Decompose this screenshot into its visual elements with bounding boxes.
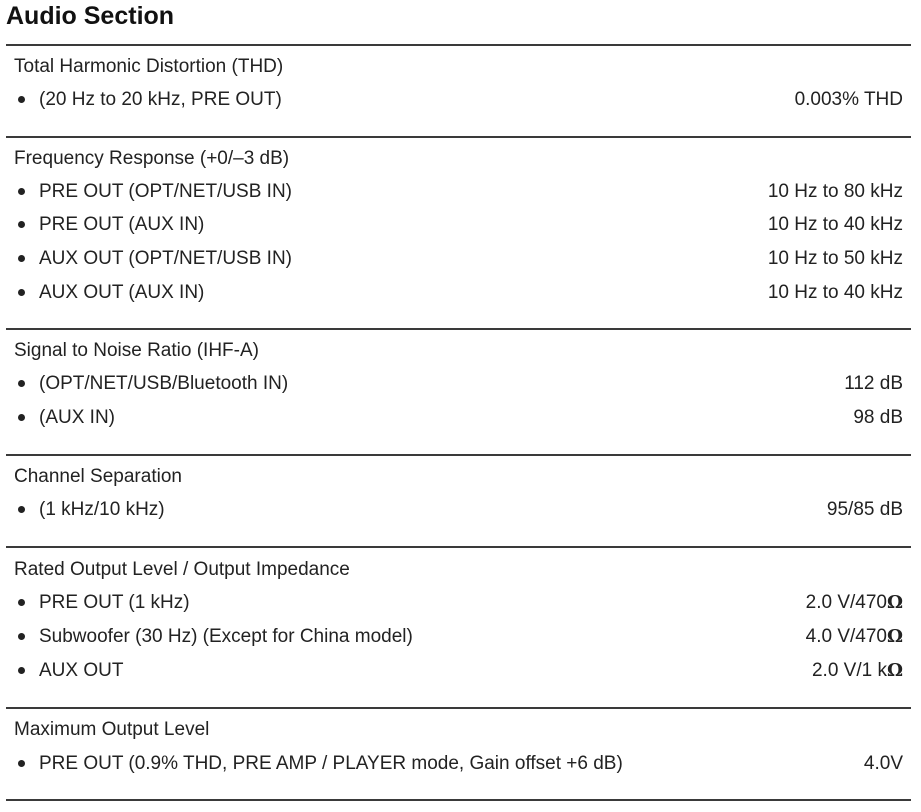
spec-row <box>14 372 903 396</box>
ohm-symbol: Ω <box>886 626 903 647</box>
spec-label: (OPT/NET/USB/Bluetooth IN) <box>39 373 289 394</box>
spec-value <box>806 625 903 649</box>
spec-value-number: 4.0 V/470 <box>805 626 887 647</box>
spec-value: 10 Hz to 40 kHz <box>767 282 903 303</box>
section-title-maximum-output: Maximum Output Level <box>14 719 210 740</box>
spec-value-number: 2.0 V/470 <box>805 592 887 613</box>
bullet-icon <box>18 599 25 606</box>
spec-value-number: 2.0 V/1 k <box>811 660 887 681</box>
spec-row <box>14 659 903 683</box>
spec-label: (AUX IN) <box>39 407 115 428</box>
spec-label: (1 kHz/10 kHz) <box>39 499 165 520</box>
bullet-icon <box>18 96 25 103</box>
bullet-icon <box>18 414 25 421</box>
bullet-icon <box>18 188 25 195</box>
section-title-thd: Total Harmonic Distortion (THD) <box>14 56 284 77</box>
spec-value: 0.003% THD <box>794 89 903 110</box>
bullet-icon <box>18 667 25 674</box>
spec-value: 95/85 dB <box>826 499 903 520</box>
spec-row <box>14 498 903 522</box>
page-title: Audio Section <box>6 2 175 30</box>
bullet-icon <box>18 506 25 513</box>
spec-value: 112 dB <box>844 373 903 394</box>
section-title-rated-output: Rated Output Level / Output Impedance <box>14 559 350 580</box>
section-divider <box>6 799 911 801</box>
spec-value <box>806 591 903 615</box>
section-title-signal-to-noise: Signal to Noise Ratio (IHF-A) <box>14 340 259 361</box>
spec-row <box>14 406 903 430</box>
spec-row <box>14 247 903 271</box>
spec-row <box>14 213 903 237</box>
ohm-symbol: Ω <box>886 592 903 613</box>
spec-label: PRE OUT (AUX IN) <box>39 214 205 235</box>
spec-value: 10 Hz to 50 kHz <box>767 248 903 269</box>
spec-value: 10 Hz to 40 kHz <box>767 214 903 235</box>
section-divider <box>6 454 911 456</box>
section-divider <box>6 136 911 138</box>
spec-value: 4.0V <box>863 753 903 774</box>
spec-label: AUX OUT (OPT/NET/USB IN) <box>39 248 293 269</box>
spec-label: Subwoofer (30 Hz) (Except for China model) <box>39 626 413 647</box>
spec-value <box>812 659 903 683</box>
spec-row <box>14 591 903 615</box>
spec-label: PRE OUT (OPT/NET/USB IN) <box>39 181 293 202</box>
ohm-symbol: Ω <box>886 660 903 681</box>
spec-row <box>14 625 903 649</box>
bullet-icon <box>18 760 25 767</box>
spec-label: PRE OUT (0.9% THD, PRE AMP / PLAYER mode, Gain offset +6 dB) <box>39 753 623 774</box>
spec-value: 98 dB <box>853 407 903 428</box>
spec-row <box>14 752 903 776</box>
bullet-icon <box>18 633 25 640</box>
spec-row <box>14 281 903 305</box>
spec-row <box>14 88 903 112</box>
spec-label: AUX OUT (AUX IN) <box>39 282 205 303</box>
bullet-icon <box>18 380 25 387</box>
section-divider <box>6 546 911 548</box>
bullet-icon <box>18 221 25 228</box>
section-divider <box>6 707 911 709</box>
bullet-icon <box>18 255 25 262</box>
bullet-icon <box>18 289 25 296</box>
spec-label: PRE OUT (1 kHz) <box>39 592 190 613</box>
spec-label: AUX OUT <box>39 660 124 681</box>
section-divider <box>6 44 911 46</box>
section-title-frequency-response: Frequency Response (+0/–3 dB) <box>14 148 290 169</box>
section-title-channel-separation: Channel Separation <box>14 466 182 487</box>
spec-row <box>14 180 903 204</box>
section-divider <box>6 328 911 330</box>
spec-value: 10 Hz to 80 kHz <box>767 181 903 202</box>
spec-label: (20 Hz to 20 kHz, PRE OUT) <box>39 89 282 110</box>
